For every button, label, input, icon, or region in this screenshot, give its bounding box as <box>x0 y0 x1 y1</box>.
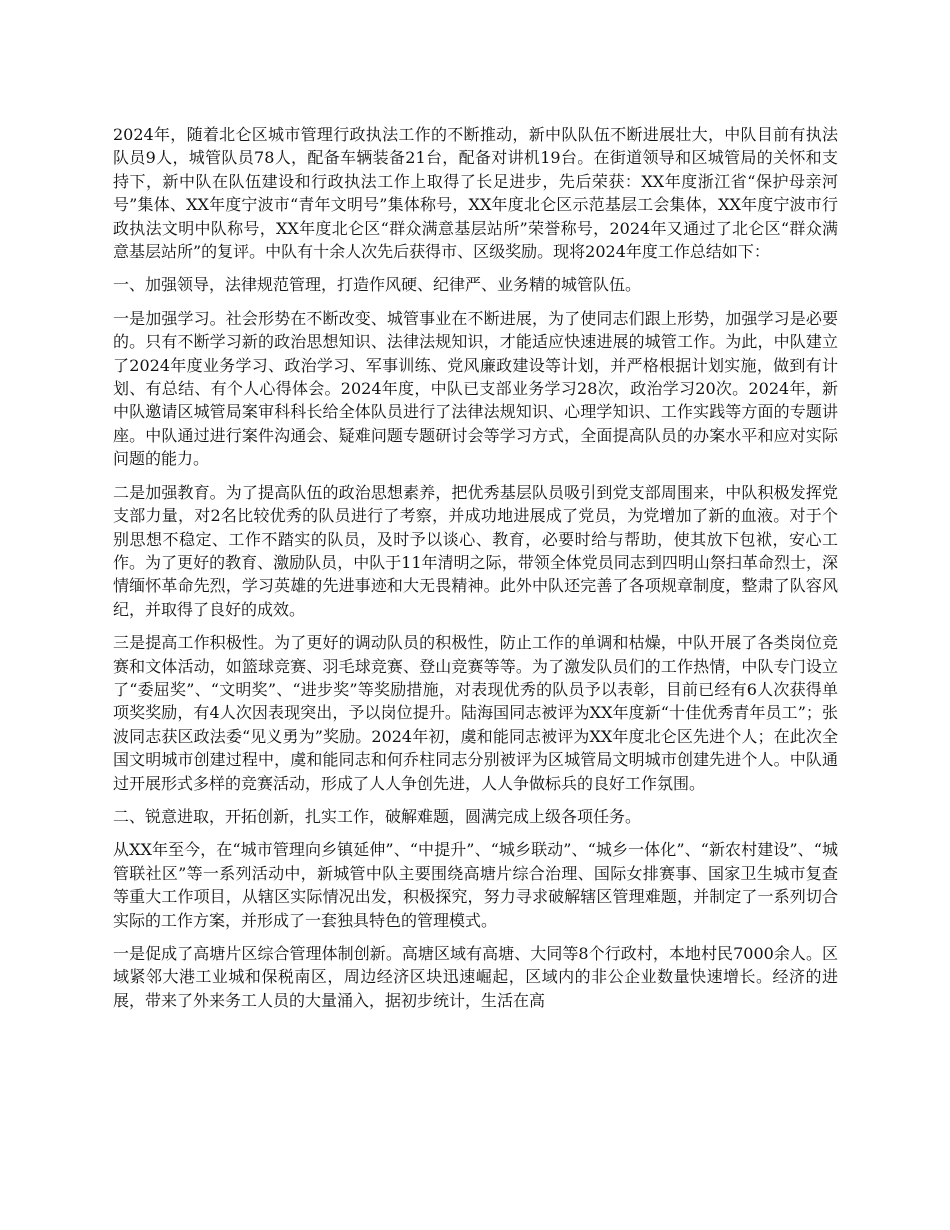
section-heading-2: 二、锐意进取，开拓创新，扎实工作，破解难题，圆满完成上级各项任务。 <box>113 806 642 826</box>
body-paragraph: 一是促成了高塘片区综合管理体制创新。高塘区域有高塘、大同等8个行政村，本地村民7000余人。区域紧邻大港工业城和保税南区，周边经济区块迅速崛起，区域内的非公企业数量快速增长。经济的进展，带来了外来务工人员的大量涌入，据初步统计，生活在高 <box>113 944 838 1010</box>
body-paragraph: 三是提高工作积极性。为了更好的调动队员的积极性，防止工作的单调和枯燥，中队开展了各类岗位竞赛和文体活动，如篮球竞赛、羽毛球竞赛、登山竞赛等等。为了激发队员们的工作热情，中队专门设立了“委屈奖”、“文明奖”、“进步奖”等奖励措施，对表现优秀的队员予以表彰，目前已经有6人次获得单项奖奖励，有4人次因表现突出，予以岗位提升。陆海国同志被评为XX年度新“十佳优秀青年员工”；张波同志获区政法委“见义勇为”奖励。2024年初，虞和能同志被评为XX年度北仑区先进个人；在此次全国文明城市创建过程中，虞和能同志和何乔柱同志分别被评为区城管局文明城市创建先进个人。中队通过开展形式多样的竞赛活动，形成了人人争创先进，人人争做标兵的良好工作氛围。 <box>113 633 838 793</box>
body-paragraph: 从XX年至今，在“城市管理向乡镇延伸”、“中提升”、“城乡联动”、“城乡一体化”、“新农村建设”、“城管联社区”等一系列活动中，新城管中队主要围绕高塘片综合治理、国际女排赛事、国家卫生城市复查等重大工作项目，从辖区实际情况出发，积极探究，努力寻求破解辖区管理难题，并制定了一系列切合实际的工作方案，并形成了一套独具特色的管理模式。 <box>113 840 838 930</box>
document-page <box>113 123 838 1022</box>
section-heading-1: 一、加强领导，法律规范管理，打造作风硬、纪律严、业务精的城管队伍。 <box>113 275 642 295</box>
body-paragraph: 二是加强教育。为了提高队伍的政治思想素养，把优秀基层队员吸引到党支部周围来，中队积极发挥党支部力量，对2名比较优秀的队员进行了考察，并成功地进展成了党员，为党增加了新的血液。对于个别思想不稳定、工作不踏实的队员，及时予以谈心、教育，必要时给与帮助，使其放下包袱，安心工作。为了更好的教育、激励队员，中队于11年清明之际，带领全体党员同志到四明山祭扫革命烈士，深情缅怀革命先烈，学习英雄的先进事迹和大无畏精神。此外中队还完善了各项规章制度，整肃了队容风纪，并取得了良好的成效。 <box>113 482 838 619</box>
body-paragraph: 一是加强学习。社会形势在不断改变、城管事业在不断进展，为了使同志们跟上形势，加强学习是必要的。只有不断学习新的政治思想知识、法律法规知识，才能适应快速进展的城管工作。为此，中队建立了2024年度业务学习、政治学习、军事训练、党风廉政建设等计划，并严格根据计划实施，做到有计划、有总结、有个人心得体会。2024年度，中队已支部业务学习28次，政治学习20次。2024年，新中队邀请区城管局案审科科长给全体队员进行了法律法规知识、心理学知识、工作实践等方面的专题讲座。中队通过进行案件沟通会、疑难问题专题研讨会等学习方式，全面提高队员的办案水平和应对实际问题的能力。 <box>113 308 838 469</box>
intro-paragraph: 2024年，随着北仑区城市管理行政执法工作的不断推动，新中队队伍不断进展壮大，中队目前有执法队员9人，城管队员78人，配备车辆装备21台，配备对讲机19台。在街道领导和区城管局的关怀和支持下，新中队在队伍建设和行政执法工作上取得了长足进步，先后荣获：XX年度浙江省“保护母亲河号”集体、XX年度宁波市“青年文明号”集体称号，XX年度北仑区示范基层工会集体，XX年度宁波市行政执法文明中队称号，XX年度北仑区“群众满意基层站所”荣誉称号，2024年又通过了北仑区“群众满意基层站所”的复评。中队有十余人次先后获得市、区级奖励。现将2024年度工作总结如下： <box>113 125 838 262</box>
